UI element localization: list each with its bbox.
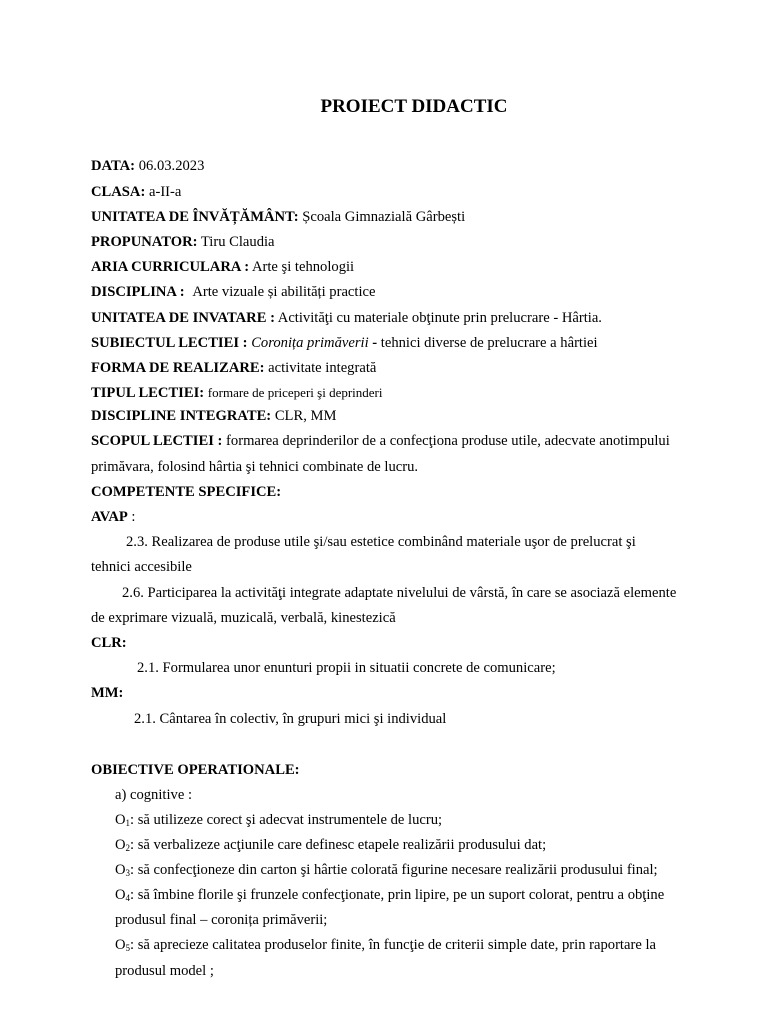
competenta-mm-2-1: 2.1. Cântarea în colectiv, în grupuri mici şi individual [134,711,447,727]
field-value: activitate integrată [268,360,377,376]
objective-o5-continued: produsul model ; [115,963,214,979]
avap-label [91,508,135,526]
clr-label: CLR: [91,635,127,651]
field-value: Activităţi cu materiale obţinute prin prelucrare - Hârtia. [277,310,602,326]
field-propunator [91,233,275,251]
objective-o4-continued: produsul final – coronița primăverii; [115,912,328,928]
field-value: Școala Gimnazială Gârbești [302,209,466,225]
obiective-heading: OBIECTIVE OPERATIONALE: [91,762,300,778]
field-label: PROPUNATOR: [91,234,198,250]
competente-heading: COMPETENTE SPECIFICE: [91,484,282,500]
field-value: formare de priceperi şi deprinderi [207,385,383,400]
field-subiectul [91,334,598,352]
competenta-avap-2-6: 2.6. Participarea la activităţi integrate adaptate nivelului de vârstă, în care se asociază elemente [122,585,677,601]
field-disciplina [91,283,375,301]
field-value: formarea deprinderilor de a confecţiona produse utile, adecvate anotimpului [226,433,670,449]
field-label: TIPUL LECTIEI: [91,385,205,401]
field-label: ARIA CURRICULARA : [91,259,250,275]
objective-o3: $O_3$: să confecţioneze din carton şi hârtie colorată figurine necesare realizării produsului final; [115,862,658,878]
objective-o2: $O_2$: să verbalizeze acţiunile care definesc etapele realizării produsului dat; [115,837,547,853]
field-value: 06.03.2023 [138,158,205,174]
competenta-avap-2-6-continued: de exprimare vizuală, muzicală, verbală, kinestezică [91,610,396,626]
field-value: CLR, MM [274,408,337,424]
field-data [91,157,204,175]
cognitive-label: a) cognitive : [115,787,192,803]
field-forma-de-realizare [91,359,376,377]
document-title: PROIECT DIDACTIC [320,96,508,117]
objective-o1: $O_1$: să utilizeze corect şi adecvat instrumentele de lucru; [115,812,443,828]
field-clasa [91,183,181,201]
field-tipul-lectiei [91,384,383,402]
field-scopul [91,432,670,450]
competenta-avap-2-3-continued: tehnici accesibile [91,559,192,575]
field-scopul-continued [91,458,418,476]
field-value-dash: - [368,335,378,351]
field-label: SUBIECTUL LECTIEI : [91,335,248,351]
section-label-colon: : [127,509,136,525]
field-value: Tiru Claudia [200,234,275,250]
field-aria-curriculara [91,258,354,276]
field-value: Arte vizuale și abilități practice [192,284,376,300]
field-label: DISCIPLINA : [91,284,185,300]
field-value: primăvara, folosind hârtia şi tehnici combinate de lucru. [91,459,419,475]
field-label: FORMA DE REALIZARE: [91,360,265,376]
objective-o4: $O_4$: să îmbine florile şi frunzele confecţionate, prin lipire, pe un suport colorat, pentru a obţine [115,887,665,903]
section-label: AVAP [91,509,128,525]
field-value: a-II-a [148,184,182,200]
competenta-clr-2-1: 2.1. Formularea unor enunturi propii in situatii concrete de comunicare; [137,660,556,676]
objective-o5: $O_5$: să aprecieze calitatea produselor finite, în funcţie de criterii simple date, prin raportare la [115,937,656,953]
field-label: SCOPUL LECTIEI : [91,433,223,449]
field-discipline-integrate [91,407,336,425]
field-value-italic: Coronița primăverii [251,335,369,351]
field-label: UNITATEA DE INVATARE : [91,310,275,326]
field-value: Arte şi tehnologii [251,259,355,275]
field-label: CLASA: [91,184,146,200]
field-unitatea [91,208,465,226]
competenta-avap-2-3: 2.3. Realizarea de produse utile şi/sau estetice combinând materiale uşor de prelucrat şi [126,534,636,550]
mm-label: MM: [91,685,124,701]
field-label: DISCIPLINE INTEGRATE: [91,408,272,424]
field-label: UNITATEA DE ÎNVĂȚĂMÂNT: [91,209,299,225]
field-value: tehnici diverse de prelucrare a hârtiei [377,335,598,351]
field-label: DATA: [91,158,136,174]
field-unitatea-de-invatare [91,309,602,327]
